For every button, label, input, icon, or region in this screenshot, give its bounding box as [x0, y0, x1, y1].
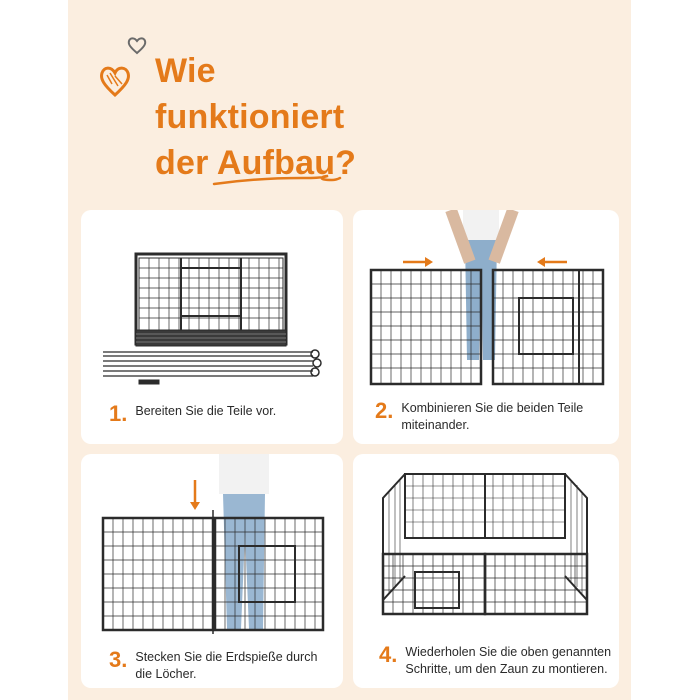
step-1 [109, 403, 334, 425]
step-text: Stecken Sie die Erdspieße durch die Löcher. [135, 650, 318, 681]
step-card-3 [81, 454, 343, 688]
step-card-2 [353, 210, 619, 444]
step-number: 3. [109, 647, 128, 672]
step-number: 1. [109, 401, 128, 426]
step-text: Bereiten Sie die Teile vor. [135, 404, 277, 418]
heart-icon [98, 62, 132, 98]
title-line-3: der Aufbau? [155, 144, 357, 182]
title-line-1: Wie [155, 52, 216, 90]
step-number: 4. [379, 642, 398, 667]
step-4 [379, 644, 613, 678]
heart-outline-icon [126, 35, 148, 55]
step-number: 2. [375, 398, 394, 423]
step-text: Kombinieren Sie die beiden Teile miteinander. [401, 401, 584, 432]
step-card-1 [81, 210, 343, 444]
step-2 [375, 400, 611, 434]
step-text: Wiederholen Sie die oben genannten Schritte, um den Zaun zu montieren. [405, 645, 612, 676]
title-line-2: funktioniert [155, 98, 345, 136]
step-3 [109, 649, 334, 683]
page-title [155, 48, 356, 186]
squiggle-underline [212, 170, 342, 190]
step-card-4 [353, 454, 619, 688]
